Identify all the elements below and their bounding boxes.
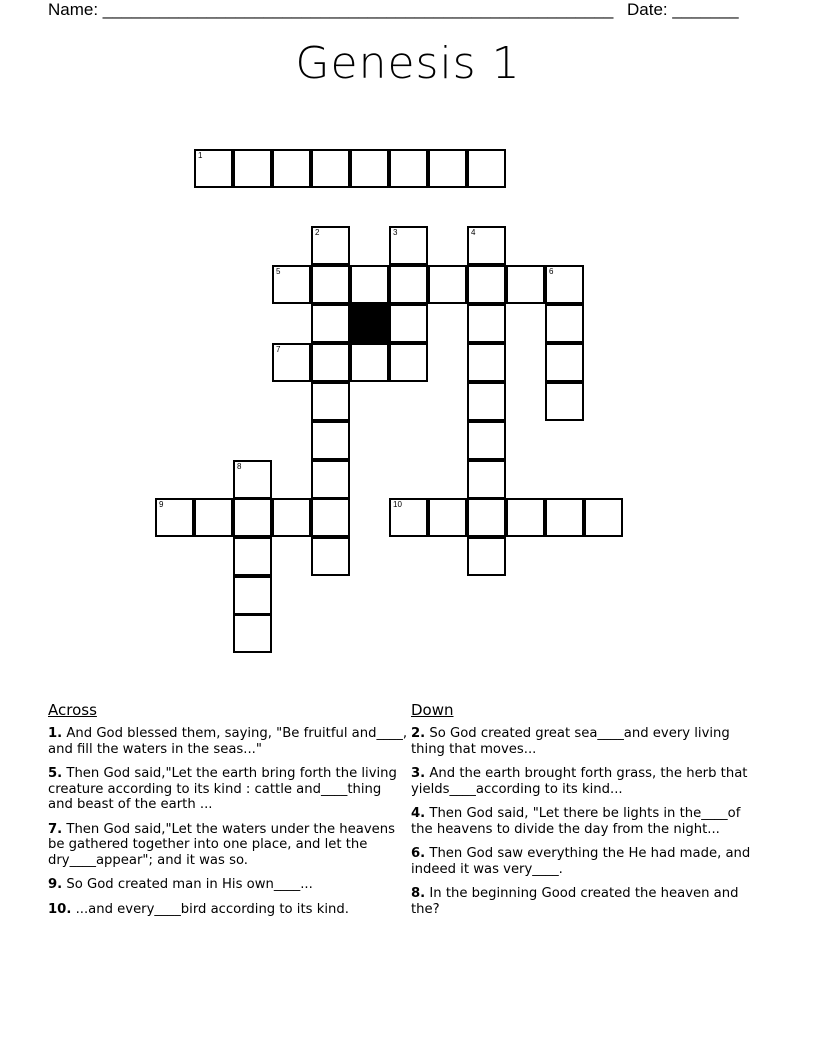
clue-across-7 [48, 822, 408, 869]
crossword-cell[interactable] [428, 149, 467, 188]
down-clues [411, 700, 766, 926]
crossword-cell[interactable] [272, 343, 311, 382]
date-field-label[interactable]: Date: _______ [627, 0, 739, 19]
clue-number: 8 [237, 462, 242, 471]
crossword-cell[interactable] [311, 537, 350, 576]
crossword-cell[interactable] [545, 382, 584, 421]
crossword-cell[interactable] [311, 421, 350, 460]
crossword-cell[interactable] [350, 343, 389, 382]
clue-down-4 [411, 806, 766, 837]
crossword-cell[interactable] [467, 421, 506, 460]
blocked-cell [350, 304, 389, 343]
crossword-cell[interactable] [467, 460, 506, 499]
clue-number: 6 [549, 267, 554, 276]
crossword-cell[interactable] [272, 265, 311, 304]
clue-number-label: 9. [48, 877, 63, 892]
clue-text: ...and every____bird according to its kind. [75, 901, 349, 917]
crossword-cell[interactable] [467, 498, 506, 537]
crossword-cell[interactable] [389, 304, 428, 343]
clue-number: 10 [393, 500, 402, 509]
clue-down-6 [411, 846, 766, 877]
name-field-label[interactable]: Name: ______________________________________________________ [48, 0, 614, 19]
crossword-cell[interactable] [311, 149, 350, 188]
clue-number-label: 3. [411, 766, 426, 781]
crossword-cell[interactable] [389, 265, 428, 304]
crossword-cell[interactable] [155, 498, 194, 537]
clue-number: 7 [276, 345, 281, 354]
crossword-cell[interactable] [428, 498, 467, 537]
crossword-cell[interactable] [233, 149, 272, 188]
clue-text: So God created great sea____and every living thing that moves... [411, 726, 730, 757]
clue-text: Then God said, "Let there be lights in the____of the heavens to divide the day from the night... [411, 806, 741, 837]
across-clues [48, 700, 408, 926]
crossword-cell[interactable] [389, 226, 428, 265]
crossword-cell[interactable] [506, 498, 545, 537]
clue-number-label: 6. [411, 846, 426, 861]
clue-number-label: 5. [48, 766, 63, 781]
clue-text: Then God saw everything the He had made, and indeed it was very____. [411, 846, 751, 877]
crossword-cell[interactable] [467, 226, 506, 265]
crossword-cell[interactable] [311, 226, 350, 265]
crossword-cell[interactable] [233, 537, 272, 576]
crossword-cell[interactable] [467, 149, 506, 188]
clue-number: 5 [276, 267, 281, 276]
clue-number-label: 8. [411, 886, 426, 901]
clue-down-8 [411, 886, 766, 917]
crossword-cell[interactable] [350, 265, 389, 304]
clue-number-label: 2. [411, 726, 426, 741]
clue-across-9 [48, 877, 408, 893]
clue-number-label: 4. [411, 806, 426, 821]
crossword-cell[interactable] [545, 304, 584, 343]
crossword-cell[interactable] [350, 149, 389, 188]
clue-text: In the beginning Good created the heaven and the? [411, 886, 739, 917]
crossword-cell[interactable] [467, 537, 506, 576]
crossword-cell[interactable] [467, 265, 506, 304]
crossword-cell[interactable] [506, 265, 545, 304]
crossword-cell[interactable] [311, 265, 350, 304]
clue-number-label: 7. [48, 821, 63, 837]
crossword-cell[interactable] [545, 498, 584, 537]
clue-number: 4 [471, 228, 476, 237]
clue-down-2 [411, 726, 766, 757]
crossword-cell[interactable] [311, 460, 350, 499]
crossword-cell[interactable] [233, 498, 272, 537]
crossword-cell[interactable] [272, 149, 311, 188]
clue-across-1 [48, 726, 408, 757]
clue-number: 1 [198, 151, 203, 160]
clue-text: And God blessed them, saying, "Be fruitful and____, and fill the waters in the seas..." [48, 726, 408, 757]
clue-number-label: 10. [48, 901, 72, 917]
crossword-cell[interactable] [467, 304, 506, 343]
clue-number-label: 1. [48, 726, 63, 741]
clue-number: 3 [393, 228, 398, 237]
page-title: Genesis 1 [295, 38, 521, 89]
crossword-cell[interactable] [389, 498, 428, 537]
crossword-cell[interactable] [467, 343, 506, 382]
crossword-cell[interactable] [389, 343, 428, 382]
clue-across-10 [48, 902, 408, 918]
clue-across-5 [48, 766, 408, 813]
crossword-cell[interactable] [194, 149, 233, 188]
crossword-cell[interactable] [311, 382, 350, 421]
clue-number: 9 [159, 500, 164, 509]
crossword-cell[interactable] [428, 265, 467, 304]
crossword-cell[interactable] [233, 614, 272, 653]
crossword-cell[interactable] [311, 498, 350, 537]
crossword-cell[interactable] [545, 265, 584, 304]
crossword-cell[interactable] [389, 149, 428, 188]
down-heading: Down [411, 701, 454, 719]
crossword-cell[interactable] [545, 343, 584, 382]
clue-down-3 [411, 766, 766, 797]
clue-text: Then God said,"Let the earth bring forth the living creature according to its kind : cattle and____thing and beast of the earth ... [48, 766, 397, 812]
crossword-cell[interactable] [311, 304, 350, 343]
crossword-cell[interactable] [467, 382, 506, 421]
crossword-cell[interactable] [584, 498, 623, 537]
clue-text: Then God said,"Let the waters under the heavens be gathered together into one place, and let the dry____appear"; and it was so. [48, 821, 395, 868]
clue-text: So God created man in His own____... [66, 877, 313, 892]
crossword-cell[interactable] [272, 498, 311, 537]
crossword-cell[interactable] [194, 498, 233, 537]
crossword-cell[interactable] [311, 343, 350, 382]
crossword-cell[interactable] [233, 460, 272, 499]
across-heading: Across [48, 701, 97, 719]
clue-number: 2 [315, 228, 320, 237]
clue-text: And the earth brought forth grass, the herb that yields____according to its kind... [411, 766, 748, 797]
crossword-cell[interactable] [233, 576, 272, 615]
